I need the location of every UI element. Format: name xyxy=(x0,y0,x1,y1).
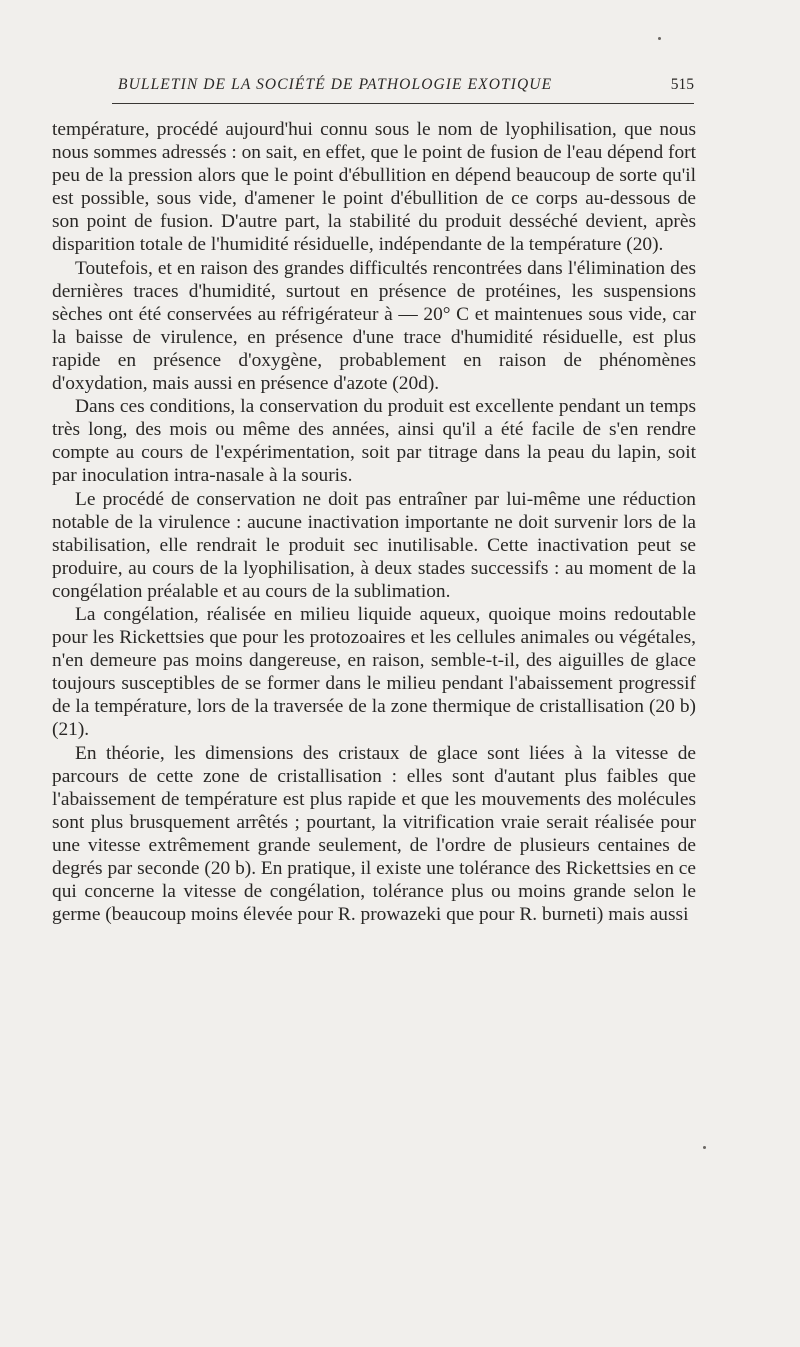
paragraph: En théorie, les dimensions des cristaux de glace sont liées à la vitesse de parcours de cette zone de cristallisation : elles sont d'autant plus faibles que l'abaissement de température est plus rapide et que les mouvements des molécules sont plus brusquement arrêtés ; pourtant, la vitrification vraie serait réalisée pour une vitesse extrêmement grande seulement, de l'ordre de plusieurs centaines de degrés par seconde (20 b). En pratique, il existe une tolérance des Rickettsies en ce qui concerne la vitesse de congélation, tolérance plus ou moins grande selon le germe (beaucoup moins élevée pour R. prowazeki que pour R. burneti) mais aussi xyxy=(52,742,696,926)
header-rule xyxy=(112,103,694,104)
paper-speck xyxy=(703,1146,706,1149)
paper-speck xyxy=(658,37,661,40)
paragraph: température, procédé aujourd'hui connu sous le nom de lyophilisation, que nous nous sommes adressés : on sait, en effet, que le point de fusion de l'eau dépend fort peu de la pression alors que le point d'ébullition en dépend beaucoup de sorte qu'il est possible, sous vide, d'amener le point d'ébullition de ce corps au-dessous de son point de fusion. D'autre part, la stabilité du produit desséché devient, après disparition totale de l'humidité résiduelle, indépendante de la température (20). xyxy=(52,119,696,256)
paragraph: Toutefois, et en raison des grandes difficultés rencontrées dans l'élimination des dernières traces d'humidité, surtout en présence de protéines, les suspensions sèches ont été conservées au réfrigérateur à — 20° C et maintenues sous vide, car la baisse de virulence, en présence d'une trace d'humidité résiduelle, est plus rapide en présence d'oxygène, probablement en raison de phénomènes d'oxydation, mais aussi en présence d'azote (20d). xyxy=(52,257,696,395)
paragraph: Le procédé de conservation ne doit pas entraîner par lui-même une réduction notable de la virulence : aucune inactivation importante ne doit survenir lors de la stabilisation, elle rendrait le produit sec inutilisable. Cette inactivation peut se produire, au cours de la lyophilisation, à deux stades successifs : au moment de la congélation préalable et au cours de la sublimation. xyxy=(52,488,696,602)
running-title: BULLETIN DE LA SOCIÉTÉ DE PATHOLOGIE EXOTIQUE xyxy=(118,76,553,93)
body-text xyxy=(52,118,696,926)
paragraph: La congélation, réalisée en milieu liquide aqueux, quoique moins redoutable pour les Rickettsies que pour les protozoaires et les cellules animales ou végétales, n'en demeure pas moins dangereuse, en raison, semble-t-il, des aiguilles de glace toujours susceptibles de se former dans le milieu pendant l'abaissement progressif de la température, lors de la traversée de la zone thermique de cristallisation (20 b) (21). xyxy=(52,603,696,741)
paragraph: Dans ces conditions, la conservation du produit est excellente pendant un temps très long, des mois ou même des années, ainsi qu'il a été facile de s'en rendre compte au cours de l'expérimentation, soit par titrage dans la peau du lapin, soit par inoculation intra-nasale à la souris. xyxy=(52,396,696,487)
page-number: 515 xyxy=(670,76,694,93)
page-header xyxy=(118,76,694,100)
